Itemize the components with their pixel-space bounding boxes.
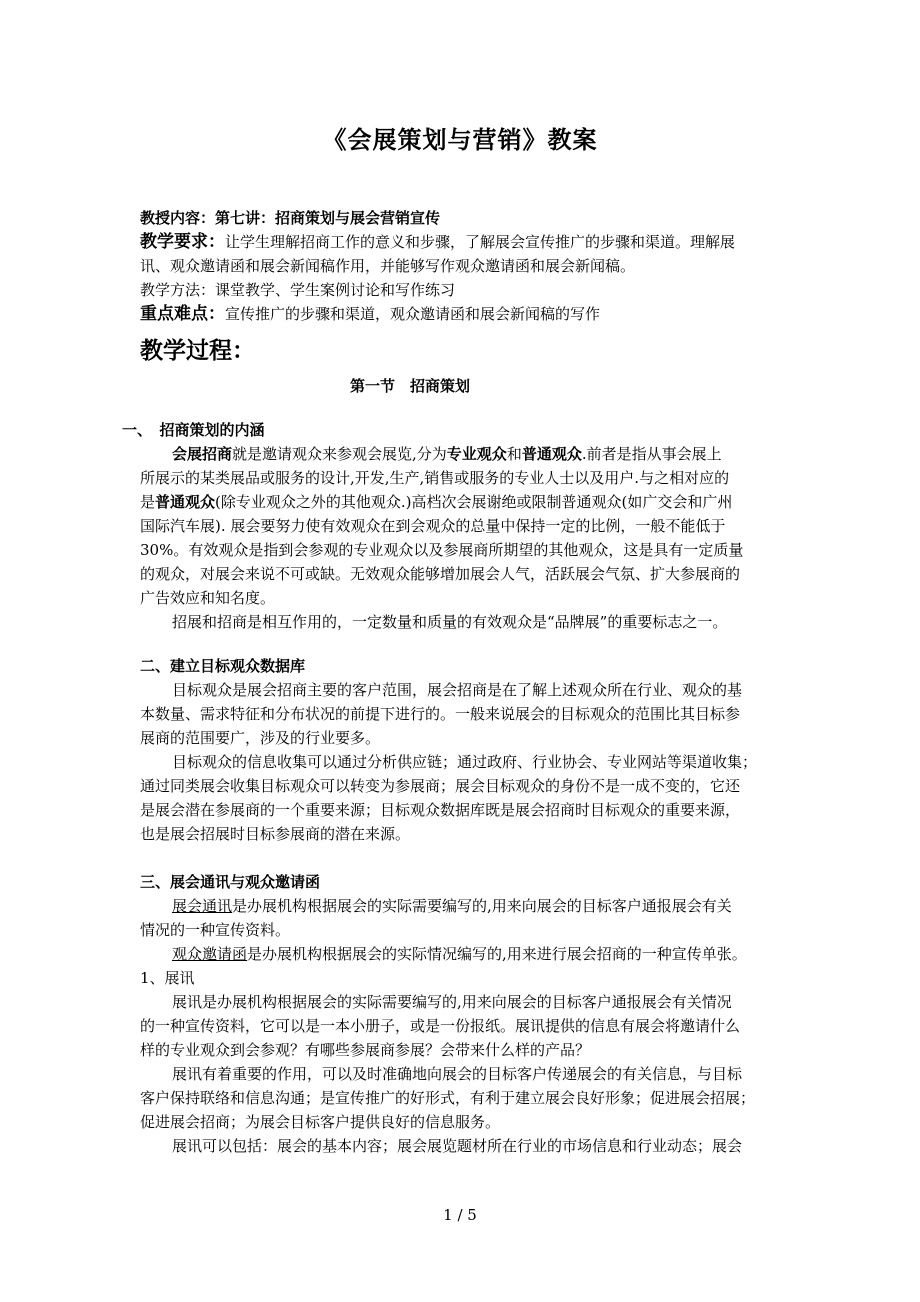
key-points <box>140 302 790 326</box>
document-title: 《会展策划与营销》教案 <box>322 126 598 154</box>
paragraph-line <box>140 942 790 966</box>
key-points-text: 宣传推广的步骤和渠道，观众邀请函和展会新闻稿的写作 <box>225 305 601 323</box>
paragraph-line: 目标观众的信息收集可以通过分析供应链；通过政府、行业协会、专业网站等渠道收集； <box>172 753 758 771</box>
text-run: 是 <box>140 493 156 511</box>
page-number: 1 / 5 <box>443 1206 477 1224</box>
text-run: 和 <box>506 445 522 463</box>
teaching-content <box>140 206 790 230</box>
content-label: 教授内容： <box>140 209 216 227</box>
paragraph-line: 展讯有着重要的作用，可以及时准确地向展会的目标客户传递展会的有关信息，与目标 <box>172 1065 743 1083</box>
text-run: .前者是指从事会展上 <box>581 445 722 463</box>
paragraph-line: 客户保持联络和信息沟通；是宣传推广的好形式，有利于建立展会良好形象；促进展会招展； <box>140 1089 756 1107</box>
paragraph-line <box>140 442 790 466</box>
text-run: 是办展机构根据展会的实际情况编写的,用来进行展会招商的一种宣传单张。 <box>247 945 747 963</box>
requirement-text-2: 讯、观众邀请函和展会新闻稿作用，并能够写作观众邀请函和展会新闻稿。 <box>140 257 636 275</box>
paragraph-line: 的一种宣传资料，它可以是一本小册子，或是一份报纸。展讯提供的信息有展会将邀请什么 <box>140 1017 741 1035</box>
text-run: (除专业观众之外的其他观众.)高档次会展谢绝或限制普通观众(如广交会和广州 <box>215 493 733 511</box>
term-general-audience: 普通观众 <box>521 445 582 463</box>
paragraph-line: 样的专业观众到会参观？有哪些参展商参展？会带来什么样的产品？ <box>140 1041 591 1059</box>
section-2-heading: 二、建立目标观众数据库 <box>140 657 306 675</box>
paragraph-line: 的观众，对展会来说不可或缺。无效观众能够增加展会人气，活跃展会气氛、扩大参展商的 <box>140 565 741 583</box>
section-3-heading: 三、展会通讯与观众邀请函 <box>140 873 321 891</box>
key-points-label: 重点难点： <box>140 304 225 324</box>
paragraph-line <box>140 490 790 514</box>
paragraph-line: 是展会潜在参展商的一个重要来源；目标观众数据库既是展会招商时目标观众的重要来源， <box>140 801 741 819</box>
requirement-label: 教学要求： <box>140 232 225 252</box>
text-run: 是办展机构根据展会的实际需要编写的,用来向展会的目标客户通报展会有关 <box>232 897 732 915</box>
paragraph-line: 所展示的某类展品或服务的设计,开发,生产,销售或服务的专业人士以及用户.与之相对应的 <box>140 469 730 487</box>
paragraph-line: 本数量、需求特征和分布状况的前提下进行的。一般来说展会的目标观众的范围比其目标参 <box>140 705 741 723</box>
paragraph-line: 目标观众是展会招商主要的客户范围，展会招商是在了解上述观众所在行业、观众的基 <box>172 681 743 699</box>
text-run: 就是邀请观众来参观会展览,分为 <box>232 445 447 463</box>
term-general-audience: 普通观众 <box>155 493 216 511</box>
teaching-method: 教学方法：课堂教学、学生案例讨论和写作练习 <box>140 281 456 299</box>
paragraph-line: 展讯可以包括：展会的基本内容；展会展览题材所在行业的市场信息和行业动态；展会 <box>172 1137 743 1155</box>
content-value: 第七讲：招商策划与展会营销宣传 <box>215 209 441 227</box>
paragraph-line <box>140 894 790 918</box>
teaching-requirement <box>140 230 790 254</box>
term-exhibition-newsletter: 展会通讯 <box>172 897 233 915</box>
paragraph-line: 情况的一种宣传资料。 <box>140 921 291 939</box>
paragraph-line: 也是展会招展时目标参展商的潜在来源。 <box>140 825 411 843</box>
paragraph-line: 展讯是办展机构根据展会的实际需要编写的,用来向展会的目标客户通报展会有关情况 <box>172 993 732 1011</box>
subsection-heading: 1、展讯 <box>140 969 195 987</box>
process-heading: 教学过程： <box>140 338 255 364</box>
paragraph-line: 招展和招商是相互作用的，一定数量和质量的有效观众是“品牌展”的重要标志之一。 <box>172 613 728 631</box>
paragraph-line: 展商的范围要广，涉及的行业要多。 <box>140 729 381 747</box>
paragraph-line: 广告效应和知名度。 <box>140 589 276 607</box>
term-audience-invitation: 观众邀请函 <box>172 945 248 963</box>
requirement-text: 让学生理解招商工作的意义和步骤，了解展会宣传推广的步骤和渠道。理解展 <box>225 233 736 251</box>
paragraph-line: 国际汽车展). 展会要努力使有效观众在到会观众的总量中保持一定的比例，一般不能低于 <box>140 517 726 535</box>
paragraph-line: 促进展会招商；为展会目标客户提供良好的信息服务。 <box>140 1113 501 1131</box>
document-body <box>122 206 790 1158</box>
section-1-heading: 一、 招商策划的内涵 <box>122 421 265 439</box>
term-exhibition-invite: 会展招商 <box>172 445 233 463</box>
paragraph-line: 通过同类展会收集目标观众可以转变为参展商；展会目标观众的身份不是一成不变的，它还 <box>140 777 741 795</box>
paragraph-line: 30%。有效观众是指到会参观的专业观众以及参展商所期望的其他观众，这是具有一定质量 <box>140 541 744 559</box>
section-title: 第一节 招商策划 <box>349 377 470 395</box>
term-professional-audience: 专业观众 <box>446 445 507 463</box>
